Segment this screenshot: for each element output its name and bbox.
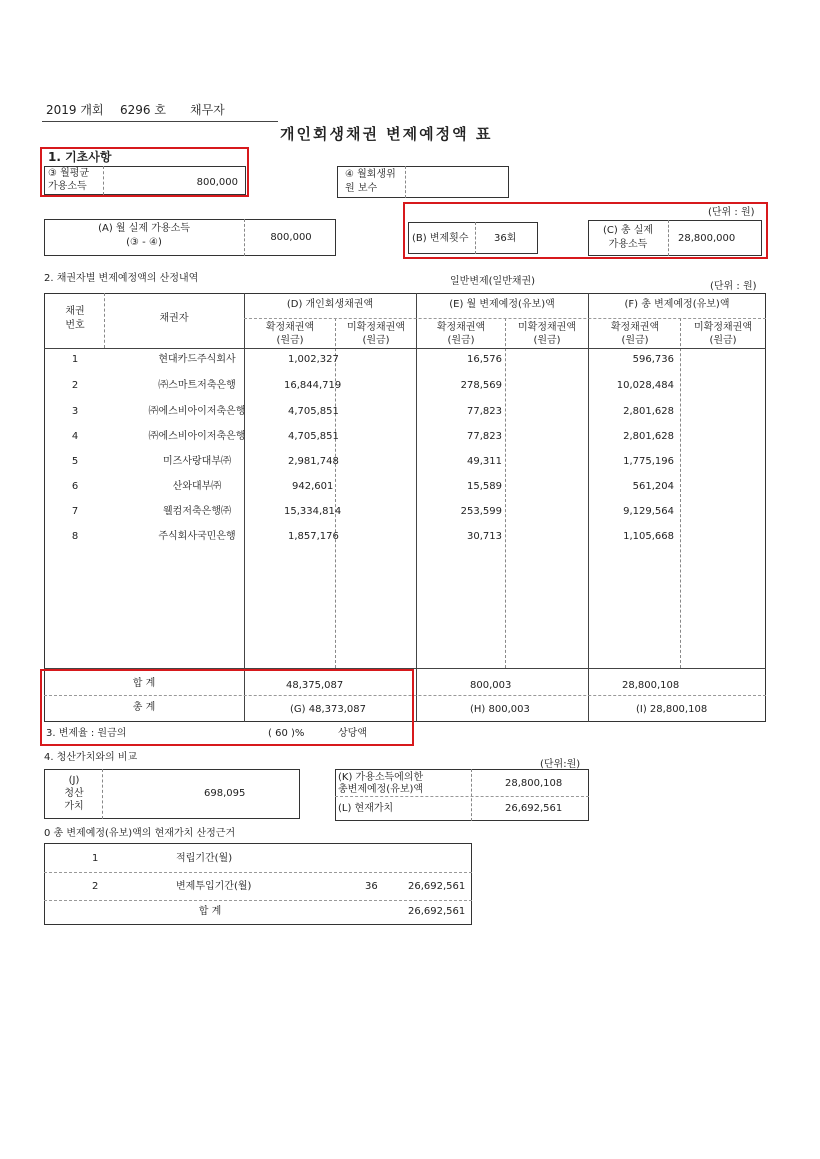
- divider: [244, 318, 766, 319]
- c-label-1: (C) 총 실제: [602, 225, 654, 236]
- section2-heading: 2. 채권자별 변제예정액의 산정내역: [44, 273, 199, 284]
- b-label: (B) 변제횟수: [412, 233, 469, 244]
- col-no-1: 채권: [65, 306, 85, 317]
- pv-row-no: 2: [92, 881, 99, 892]
- living-label-1: ④ 월회생위: [345, 169, 396, 180]
- row-d: 16,844,719: [284, 380, 342, 391]
- sum-label: 합 계: [132, 678, 156, 689]
- section4-unit: (단위:원): [540, 759, 581, 770]
- a-value: 800,000: [270, 232, 312, 243]
- highlight-repayment: [403, 202, 768, 259]
- l-value: 26,692,561: [505, 803, 563, 814]
- divider: [416, 293, 417, 722]
- row-e: 49,311: [467, 456, 502, 467]
- row-creditor: 주식회사국민은행: [158, 531, 236, 542]
- total-label: 총 계: [132, 702, 156, 713]
- section1-heading: 1. 기초사항: [48, 150, 112, 164]
- j-label-3: 가치: [64, 801, 84, 812]
- income-value: 800,000: [196, 177, 238, 188]
- e-unfixed-2: (원금): [533, 335, 561, 346]
- col-d: (D) 개인회생채권액: [286, 299, 374, 310]
- e-unfixed-1: 미확정채권액: [518, 322, 576, 333]
- row-f: 9,129,564: [623, 506, 674, 517]
- page-title: 개인회생채권 변제예정액 표: [280, 125, 493, 143]
- f-unfixed-1: 미확정채권액: [694, 322, 752, 333]
- c-label-2: 가용소득: [608, 239, 648, 250]
- header-underline: [42, 121, 278, 122]
- row-creditor: ㈜에스비아이저축은행: [148, 406, 246, 417]
- sum-e: 800,003: [470, 680, 512, 691]
- row-f: 10,028,484: [616, 380, 674, 391]
- total-i: (I) 28,800,108: [636, 704, 708, 715]
- row-f: 2,801,628: [623, 431, 674, 442]
- divider: [405, 166, 406, 198]
- case-number: 6296 호: [120, 103, 166, 117]
- row-creditor: 현대카드주식회사: [158, 354, 236, 365]
- row-no: 3: [71, 406, 79, 417]
- divider: [335, 318, 336, 668]
- row-d: 942,601: [292, 481, 334, 492]
- c-value: 28,800,000: [678, 233, 736, 244]
- j-value: 698,095: [204, 788, 246, 799]
- row-d: 2,981,748: [288, 456, 339, 467]
- row-e: 77,823: [467, 406, 502, 417]
- b-value: 36회: [494, 233, 517, 244]
- divider: [44, 900, 472, 901]
- income-label-1: ③ 월평균: [48, 168, 90, 179]
- row-f: 1,775,196: [623, 456, 674, 467]
- divider: [471, 769, 472, 821]
- row-no: 6: [71, 481, 79, 492]
- section2-subtitle: 일반변제(일반채권): [450, 276, 536, 287]
- pv-row-value: 26,692,561: [408, 881, 466, 892]
- pv-sum-label: 합 계: [198, 906, 222, 917]
- pv-row-no: 1: [92, 853, 99, 864]
- row-no: 4: [71, 431, 79, 442]
- sum-d: 48,375,087: [286, 680, 344, 691]
- row-d: 1,857,176: [288, 531, 339, 542]
- row-d: 15,334,814: [284, 506, 342, 517]
- d-unfixed-2: (원금): [362, 335, 390, 346]
- section4-heading: 4. 청산가치와의 비교: [44, 752, 138, 763]
- income-label-2: 가용소득: [48, 181, 87, 192]
- divider: [102, 769, 103, 819]
- divider: [104, 293, 105, 348]
- row-no: 1: [71, 354, 79, 365]
- row-creditor: ㈜스마트저축은행: [158, 380, 236, 391]
- k-label-2: 총변제예정(유보)액: [338, 784, 424, 795]
- row-d: 1,002,327: [288, 354, 339, 365]
- l-label: (L) 현재가치: [338, 803, 394, 814]
- row-f: 2,801,628: [623, 406, 674, 417]
- unit-label: (단위 : 원): [708, 207, 755, 218]
- row-creditor: ㈜에스비아이저축은행: [148, 431, 246, 442]
- row-d: 4,705,851: [288, 431, 339, 442]
- pv-row-label: 변제투입기간(월): [176, 881, 252, 892]
- col-f: (F) 총 변제예정(유보)액: [624, 299, 730, 310]
- row-e: 16,576: [467, 354, 502, 365]
- j-label-2: 청산: [64, 788, 84, 799]
- col-no-2: 번호: [65, 320, 85, 331]
- row-creditor: 웰컴저축은행㈜: [163, 506, 231, 517]
- row-no: 5: [71, 456, 79, 467]
- section3-label: 3. 변제율 : 원금의: [46, 728, 127, 739]
- row-e: 278,569: [460, 380, 502, 391]
- section5-heading: 0 총 변제예정(유보)액의 현재가치 산정근거: [44, 828, 236, 839]
- a-label-2: (③ - ④): [126, 237, 162, 248]
- e-fixed-1: 확정채권액: [436, 322, 486, 333]
- divider: [680, 318, 681, 668]
- sum-f: 28,800,108: [622, 680, 680, 691]
- living-label-2: 원 보수: [345, 183, 378, 194]
- section3-suffix: 상당액: [338, 728, 367, 739]
- highlight-basic-info: [40, 147, 249, 197]
- row-no: 8: [71, 531, 79, 542]
- highlight-totals: [40, 669, 414, 746]
- row-no: 7: [71, 506, 79, 517]
- divider: [505, 318, 506, 668]
- divider: [44, 872, 472, 873]
- pv-row-label: 적립기간(월): [176, 853, 233, 864]
- f-fixed-1: 확정채권액: [610, 322, 660, 333]
- f-fixed-2: (원금): [621, 335, 649, 346]
- row-no: 2: [71, 380, 79, 391]
- j-label-1: (J): [68, 775, 80, 786]
- row-creditor: 산와대부㈜: [172, 481, 222, 492]
- pv-row-months: 36: [365, 881, 378, 892]
- d-fixed-1: 확정채권액: [265, 322, 315, 333]
- row-f: 1,105,668: [623, 531, 674, 542]
- divider: [244, 219, 245, 256]
- row-e: 253,599: [460, 506, 502, 517]
- row-creditor: 미즈사랑대부㈜: [163, 456, 231, 467]
- divider: [588, 293, 589, 722]
- e-fixed-2: (원금): [447, 335, 475, 346]
- d-fixed-2: (원금): [276, 335, 304, 346]
- row-e: 30,713: [467, 531, 502, 542]
- k-label-1: (K) 가용소득에의한: [338, 772, 424, 783]
- total-g: (G) 48,373,087: [290, 704, 366, 715]
- k-value: 28,800,108: [505, 778, 563, 789]
- total-h: (H) 800,003: [470, 704, 530, 715]
- divider: [44, 348, 766, 349]
- row-e: 77,823: [467, 431, 502, 442]
- role-label: 채무자: [190, 103, 225, 117]
- section2-unit: (단위 : 원): [710, 281, 757, 292]
- case-year: 2019 개회: [46, 103, 104, 117]
- a-label-1: (A) 월 실제 가용소득: [98, 223, 190, 234]
- row-f: 561,204: [632, 481, 674, 492]
- pv-sum-value: 26,692,561: [408, 906, 466, 917]
- col-e: (E) 월 변제예정(유보)액: [449, 299, 555, 310]
- col-creditor: 채권자: [159, 313, 189, 324]
- d-unfixed-1: 미확정채권액: [347, 322, 405, 333]
- repayment-rate: ( 60 )%: [268, 728, 305, 739]
- row-f: 596,736: [632, 354, 674, 365]
- row-e: 15,589: [467, 481, 502, 492]
- f-unfixed-2: (원금): [709, 335, 737, 346]
- divider: [335, 796, 589, 797]
- row-d: 4,705,851: [288, 406, 339, 417]
